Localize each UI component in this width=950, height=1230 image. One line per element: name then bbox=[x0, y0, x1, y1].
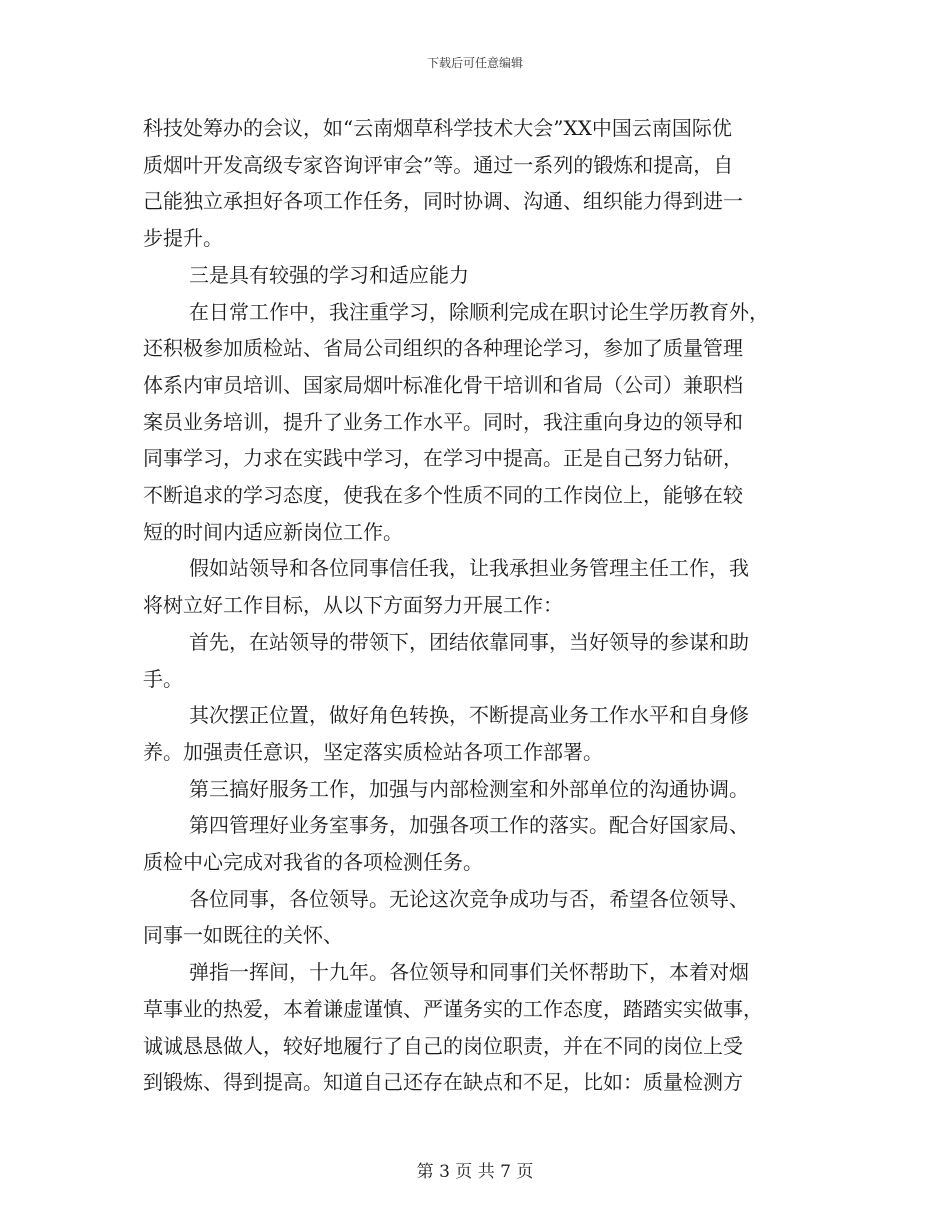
text-line: 各位同事，各位领导。无论这次竞争成功与否，希望各位领导、 bbox=[189, 886, 749, 911]
text-line: 还积极参加质检站、省局公司组织的各种理论学习，参加了质量管理 bbox=[143, 336, 743, 361]
paragraph bbox=[143, 550, 808, 623]
text-line: 三是具有较强的学习和适应能力 bbox=[189, 262, 469, 287]
paragraph bbox=[143, 257, 808, 294]
text-line: 不断追求的学习态度，使我在多个性质不同的工作岗位上，能够在较 bbox=[143, 483, 743, 508]
text-line: 同事学习，力求在实践中学习，在学习中提高。正是自己努力钻研， bbox=[143, 446, 743, 471]
text-line: 首先，在站领导的带领下，团结依靠同事，当好领导的参谋和助 bbox=[189, 629, 749, 654]
page-number: 第 3 页 共 7 页 bbox=[416, 1162, 534, 1182]
text-line: 诚诚恳恳做人，较好地履行了自己的岗位职责，并在不同的岗位上受 bbox=[143, 1033, 743, 1058]
text-line: 在日常工作中，我注重学习，除顺利完成在职讨论生学历教育外， bbox=[189, 299, 769, 324]
paragraph bbox=[143, 954, 808, 1101]
text-line: 假如站领导和各位同事信任我，让我承担业务管理主任工作，我 bbox=[189, 556, 749, 581]
text-line: 第三搞好服务工作，加强与内部检测室和外部单位的沟通协调。 bbox=[189, 776, 749, 801]
paragraph bbox=[143, 771, 808, 808]
page-header: 下载后可任意编辑 bbox=[426, 56, 523, 70]
text-line: 其次摆正位置，做好角色转换，不断提高业务工作水平和自身修 bbox=[189, 703, 749, 728]
text-line: 同事一如既往的关怀、 bbox=[143, 923, 343, 948]
text-line: 草事业的热爱，本着谦虚谨慎、严谨务实的工作态度，踏踏实实做事， bbox=[143, 996, 763, 1021]
text-line: 到锻炼、得到提高。知道自己还存在缺点和不足，比如：质量检测方 bbox=[143, 1070, 743, 1095]
paragraph bbox=[143, 697, 808, 770]
paragraph bbox=[143, 294, 808, 551]
paragraph bbox=[143, 624, 808, 697]
text-line: 养。加强责任意识，坚定落实质检站各项工作部署。 bbox=[143, 739, 603, 764]
text-line: 手。 bbox=[143, 666, 183, 691]
text-line: 步提升。 bbox=[143, 226, 223, 251]
text-line: 科技处筹办的会议，如“云南烟草科学技术大会”XX中国云南国际优 bbox=[143, 116, 732, 140]
paragraph bbox=[143, 881, 808, 954]
text-line: 质烟叶开发高级专家咨询评审会”等。通过一系列的锻炼和提高，自 bbox=[143, 152, 734, 177]
text-line: 将树立好工作目标，从以下方面努力开展工作： bbox=[143, 593, 563, 618]
text-line: 弹指一挥间，十九年。各位领导和同事们关怀帮助下，本着对烟 bbox=[189, 960, 749, 985]
text-line: 己能独立承担好各项工作任务，同时协调、沟通、组织能力得到进一 bbox=[143, 189, 743, 214]
paragraph bbox=[143, 807, 808, 880]
document-body bbox=[143, 110, 808, 1101]
text-line: 案员业务培训，提升了业务工作水平。同时，我注重向身边的领导和 bbox=[143, 409, 743, 434]
paragraph bbox=[143, 110, 808, 257]
text-line: 第四管理好业务室事务，加强各项工作的落实。配合好国家局、 bbox=[189, 813, 749, 838]
text-line: 短的时间内适应新岗位工作。 bbox=[143, 519, 403, 544]
text-line: 质检中心完成对我省的各项检测任务。 bbox=[143, 850, 483, 875]
text-line: 体系内审员培训、国家局烟叶标准化骨干培训和省局（公司）兼职档 bbox=[143, 372, 743, 397]
